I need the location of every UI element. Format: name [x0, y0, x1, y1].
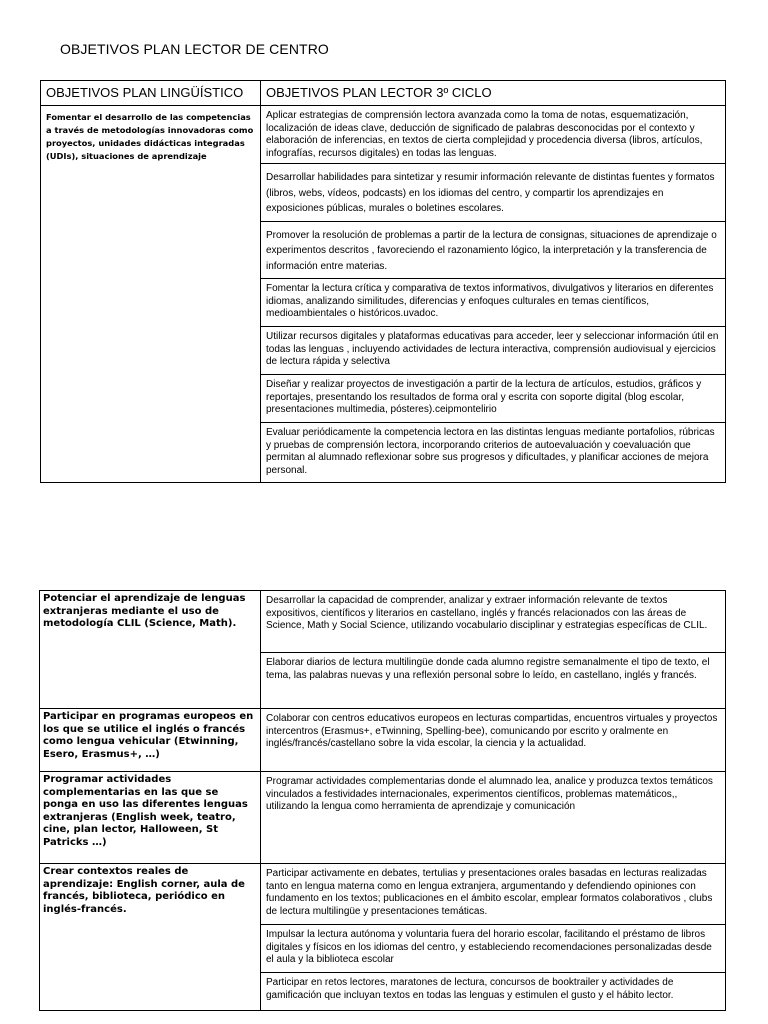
objectives-table-1: [40, 80, 726, 483]
reading-objective-cell: Desarrollar la capacidad de comprender, analizar y extraer información relevante de textos expositivos, científicos y literarios en castellano, inglés y francés relacionados con las áreas de Science, Math y Social Science, utilizando vocabulario disciplinar y estrategias específicas de CLIL.: [261, 591, 726, 653]
reading-objective-cell: Participar activamente en debates, tertulias y presentaciones orales basadas en lecturas realizadas tanto en lengua materna como en lengua extranjera, argumentando y defendiendo opiniones con fundamento en los textos; publicaciones en el ámbito escolar, emplear formatos colaborativos , clubs de lectura multilingüe y presentaciones temáticas.: [261, 864, 726, 925]
linguistic-objective-cell: Programar actividades complementarias en las que se ponga en uso las diferentes lenguas extranjeras (English week, teatro, cine, plan lector, Halloween, St Patricks …): [40, 772, 261, 864]
reading-objective-cell: Fomentar la lectura crítica y comparativa de textos informativos, divulgativos y literarios en diferentes idiomas, analizando similitudes, diferencias y enfoques culturales en temas científicos, medioambientales o históricos.uvadoc.: [261, 279, 726, 327]
table-header-row: [41, 81, 726, 106]
reading-objective-cell: Participar en retos lectores, maratones de lectura, concursos de booktrailer y actividades de gamificación que incluyan textos en todas las lenguas y estimulen el gusto y el hábito lector.: [261, 973, 726, 1011]
header-reading-objectives: OBJETIVOS PLAN LECTOR 3º CICLO: [261, 81, 726, 106]
reading-objective-cell: Programar actividades complementarias donde el alumnado lea, analice y produzca textos temáticos vinculados a festividades internacionales, experimentos científicos, problemas matemáticos,, utilizando la lengua como herramienta de aprendizaje y comunicación: [261, 772, 726, 864]
reading-objective-cell: Desarrollar habilidades para sintetizar y resumir información relevante de distintas fuentes y formatos (libros, webs, vídeos, podcasts) en los idiomas del centro, y compartir los aprendizajes en exposiciones públicas, murales o boletines escolares.: [261, 164, 726, 222]
linguistic-objective-cell: Crear contextos reales de aprendizaje: English corner, aula de francés, biblioteca, periódico en inglés-francés.: [40, 864, 261, 1011]
linguistic-objective-cell: Fomentar el desarrollo de las competencias a través de metodologías innovadoras como proyectos, unidades didácticas integradas (UDIs), situaciones de aprendizaje: [41, 106, 261, 483]
reading-objective-cell: Impulsar la lectura autónoma y voluntaria fuera del horario escolar, facilitando el préstamo de libros digitales y físicos en los idiomas del centro, y estableciendo recomendaciones personalizadas desde el aula y la biblioteca escolar: [261, 925, 726, 973]
reading-objective-cell: Elaborar diarios de lectura multilingüe donde cada alumno registre semanalmente el tipo de texto, el tema, las palabras nuevas y una reflexión personal sobre lo leído, en castellano, inglés y francés.: [261, 653, 726, 709]
reading-objective-cell: Diseñar y realizar proyectos de investigación a partir de la lectura de artículos, estudios, gráficos y reportajes, presentando los resultados de forma oral y escrita con soporte digital (blog escolar, presentaciones multimedia, pósteres).ceipmontelirio: [261, 375, 726, 423]
reading-objective-cell: Evaluar periódicamente la competencia lectora en las distintas lenguas mediante portafolios, rúbricas y pruebas de comprensión lectora, incorporando criterios de autoevaluación y coevaluación que permitan al alumnado reflexionar sobre sus progresos y dificultades, y planificar acciones de mejora personal.: [261, 423, 726, 483]
header-linguistic-objectives: OBJETIVOS PLAN LINGÜÍSTICO: [41, 81, 261, 106]
objectives-table-2: [39, 590, 726, 1011]
linguistic-objective-cell: Participar en programas europeos en los que se utilice el inglés o francés como lengua vehicular (Etwinning, Esero, Erasmus+, …): [40, 709, 261, 772]
page-title: OBJETIVOS PLAN LECTOR DE CENTRO: [60, 41, 329, 57]
linguistic-objective-cell: Potenciar el aprendizaje de lenguas extranjeras mediante el uso de metodología CLIL (Science, Math).: [40, 591, 261, 709]
reading-objective-cell: Utilizar recursos digitales y plataformas educativas para acceder, leer y seleccionar información útil en todas las lenguas , incluyendo actividades de lectura interactiva, comprensión audiovisual y ejercicios de lectura rápida y selectiva: [261, 327, 726, 375]
reading-objective-cell: Colaborar con centros educativos europeos en lecturas compartidas, encuentros virtuales y proyectos intercentros (Erasmus+, eTwinning, Spelling-bee), comunicando por escrito y oralmente en inglés/francés/castellano sobre la vida escolar, la ciencia y la actualidad.: [261, 709, 726, 772]
reading-objective-cell: Promover la resolución de problemas a partir de la lectura de consignas, situaciones de aprendizaje o experimentos descritos , favoreciendo el razonamiento lógico, la interpretación y la transferencia de información entre materias.: [261, 221, 726, 279]
reading-objective-cell: Aplicar estrategias de comprensión lectora avanzada como la toma de notas, esquematización, localización de ideas clave, deducción de significado de palabras desconocidas por el contexto y elaboración de inferencias, en textos de cierta complejidad y procedencia diversa (libros, artículos, infografías, recursos digitales) en todas las lenguas.: [261, 106, 726, 164]
